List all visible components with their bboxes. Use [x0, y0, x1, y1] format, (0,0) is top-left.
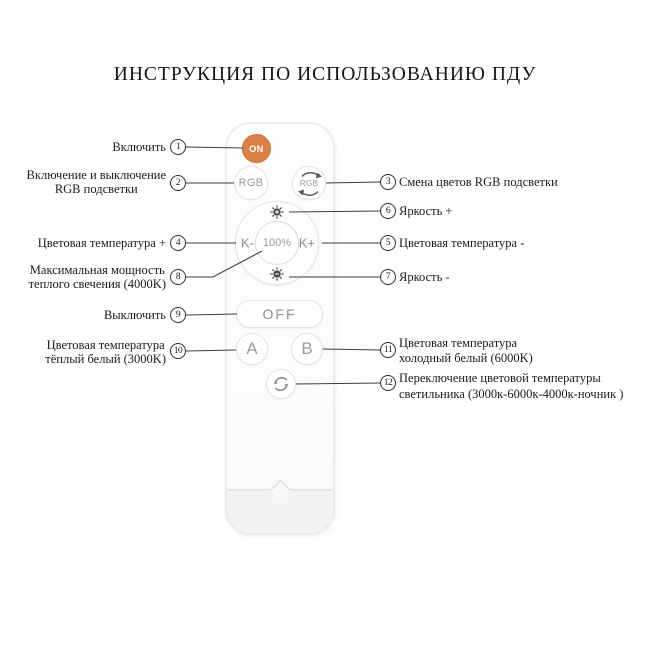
- label-cold-white: [399, 336, 533, 366]
- callout-6: 6: [380, 203, 396, 219]
- label-temp-minus: [399, 236, 524, 250]
- label-line: Яркость +: [399, 204, 453, 218]
- callout-2: 2: [170, 175, 186, 191]
- label-line: RGB подсветки: [54, 182, 138, 196]
- k-plus-button: K+: [298, 235, 315, 251]
- a-button: A: [236, 333, 268, 365]
- callout-9: 9: [170, 307, 186, 323]
- label-warm-white: [45, 338, 166, 366]
- rgb-cycle-button: [292, 166, 326, 200]
- callout-4: 4: [170, 235, 186, 251]
- callout-8: 8: [170, 269, 186, 285]
- temperature-cycle-button: [266, 369, 296, 399]
- on-button: ON: [242, 134, 271, 163]
- label-temp-cycle: [399, 371, 623, 402]
- label-brightness-plus: [399, 204, 452, 218]
- label-line: теплого свечения (4000K): [28, 277, 166, 291]
- label-power-on: [112, 140, 166, 154]
- k-minus-button: K-: [241, 235, 254, 251]
- label-rgb-toggle: [27, 168, 166, 196]
- callout-7: 7: [380, 269, 396, 285]
- label-brightness-minus: [399, 270, 450, 284]
- label-power-off: [104, 308, 166, 322]
- temperature-brightness-pad: [235, 201, 319, 285]
- brightness-minus-icon: [270, 267, 284, 281]
- label-line: холодный белый (6000K): [399, 351, 533, 365]
- label-line: Цветовая температура: [46, 338, 165, 352]
- callout-1: 1: [170, 139, 186, 155]
- label-temp-plus: [38, 236, 166, 250]
- callout-3: 3: [380, 174, 396, 190]
- label-max-warm-power: [29, 263, 166, 291]
- label-line: Максимальная мощность: [29, 263, 165, 277]
- label-line: Цветовая температура: [399, 336, 518, 350]
- callout-11: 11: [380, 342, 396, 358]
- rgb-cycle-label: RGB: [299, 178, 319, 188]
- rgb-button: RGB: [234, 166, 268, 200]
- label-line: Цветовая температура +: [37, 236, 166, 250]
- label-line: Переключение цветовой температуры: [399, 371, 601, 385]
- b-button: B: [291, 333, 323, 365]
- label-line: Цветовая температура -: [399, 236, 525, 250]
- callout-12: 12: [380, 375, 396, 391]
- full-power-button: 100%: [255, 221, 299, 265]
- cycle-arrows-icon: [293, 167, 327, 201]
- label-line: светильника (3000к-6000к-4000к-ночник ): [399, 386, 624, 401]
- label-line: Смена цветов RGB подсветки: [399, 175, 558, 189]
- callout-10: 10: [170, 343, 186, 359]
- refresh-icon: [271, 374, 291, 394]
- label-line: тёплый белый (3000K): [45, 352, 166, 366]
- off-button: OFF: [236, 300, 323, 328]
- label-line: Включить: [112, 140, 166, 154]
- label-line: Включение и выключение: [26, 168, 166, 182]
- callout-5: 5: [380, 235, 396, 251]
- label-line: Яркость -: [399, 270, 450, 284]
- page-title: ИНСТРУКЦИЯ ПО ИСПОЛЬЗОВАНИЮ ПДУ: [113, 64, 537, 85]
- label-rgb-colors: [399, 175, 558, 189]
- brightness-plus-icon: [270, 205, 284, 219]
- label-line: Выключить: [103, 308, 166, 322]
- battery-cover: [227, 489, 333, 533]
